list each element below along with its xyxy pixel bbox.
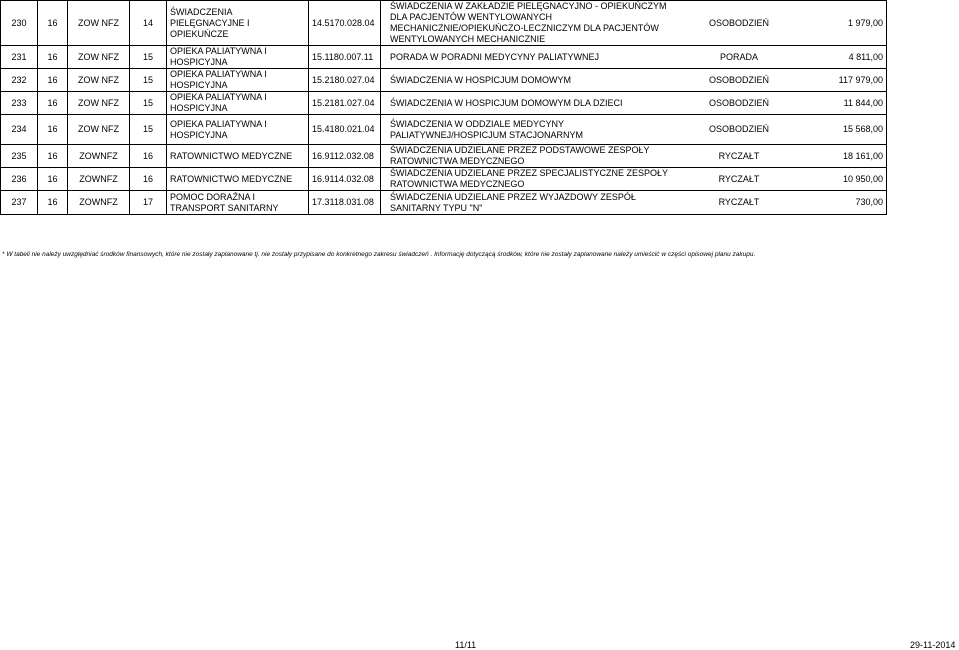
amount-value: 730,00 [855, 197, 883, 207]
branch-name-cell: ZOWNFZ [68, 145, 130, 168]
branch-code-cell: 16 [38, 46, 68, 69]
service-scope-cell: OPIEKA PALIATYWNA I HOSPICYJNA [167, 92, 309, 115]
amount-value: 117 979,00 [838, 74, 883, 85]
branch-code-cell: 16 [38, 145, 68, 168]
table-row [1, 46, 887, 69]
amount-value: 4 811,00 [848, 51, 883, 62]
branch-name-cell: ZOWNFZ [68, 168, 130, 191]
table-row [1, 1, 887, 46]
branch-code-cell: 16 [38, 168, 68, 191]
table-row [1, 92, 887, 115]
row-number-cell: 234 [1, 115, 38, 145]
product-name: ŚWIADCZENIA W HOSPICJUM DOMOWYM DLA DZIECI [390, 97, 623, 108]
branch-code-cell: 16 [38, 115, 68, 145]
product-name: ŚWIADCZENIA UDZIELANE PRZEZ SPECJALISTYCZNE ZESPOŁY RATOWNICTWA MEDYCZNEGO [390, 168, 668, 189]
service-scope-cell: POMOC DORAŹNA I TRANSPORT SANITARNY [167, 191, 309, 215]
product-details-cell [381, 1, 887, 46]
row-number-cell: 236 [1, 168, 38, 191]
row-number-cell: 231 [1, 46, 38, 69]
amount-value: 15 568,00 [842, 124, 883, 134]
footnote: * W tabeli nie należy uwzględniać środków finansowych, które nie zostały zaplanowane tj. nie zostały przypisane do konkretnego zakresu świadczeń . Informację dotyczącą środków, które nie zostały zaplanowane należy umieścić w części opisowej planu zakupu. [2, 251, 756, 258]
amount-value: 11 844,00 [843, 97, 883, 108]
row-number-cell: 235 [1, 145, 38, 168]
table-row [1, 191, 887, 215]
unit-label: OSOBODZIEŃ [708, 17, 769, 28]
product-code-cell: 16.9114.032.08 [309, 168, 381, 191]
service-type-code-cell: 17 [130, 191, 167, 215]
branch-name-cell: ZOW NFZ [68, 46, 130, 69]
amount-value: 1 979,00 [847, 17, 883, 28]
row-number-cell: 237 [1, 191, 38, 215]
product-code-cell: 15.2180.027.04 [309, 69, 381, 92]
branch-name-cell: ZOW NFZ [68, 1, 130, 46]
unit-label: PORADA [719, 51, 758, 62]
product-name: ŚWIADCZENIA W ZAKŁADZIE PIELĘGNACYJNO - OPIEKUŃCZYM DLA PACJENTÓW WENTYLOWANYCH MECHANICZNIE/OPIEKUŃCZO-LECZNICZYM DLA PACJENTÓW WENTYLOWANYCH MECHANICZNIE [390, 1, 667, 44]
product-details-cell [381, 69, 887, 92]
amount-value: 10 950,00 [842, 173, 883, 184]
product-details-cell [381, 46, 887, 69]
service-scope-cell: RATOWNICTWO MEDYCZNE [167, 168, 309, 191]
product-details-cell [381, 115, 887, 145]
product-name: PORADA W PORADNI MEDYCYNY PALIATYWNEJ [390, 51, 600, 62]
print-date: 29-11-2014 [910, 640, 956, 650]
table-row [1, 115, 887, 145]
row-number-cell: 233 [1, 92, 38, 115]
unit-label: OSOBODZIEŃ [708, 74, 769, 85]
product-name: ŚWIADCZENIA UDZIELANE PRZEZ WYJAZDOWY ZESPÓŁ SANITARNY TYPU "N" [390, 191, 636, 213]
table-row [1, 145, 887, 168]
service-scope-cell: OPIEKA PALIATYWNA I HOSPICYJNA [167, 46, 309, 69]
service-type-code-cell: 14 [130, 1, 167, 46]
service-scope-cell: OPIEKA PALIATYWNA I HOSPICYJNA [167, 115, 309, 145]
page-number: 11/11 [455, 640, 477, 650]
product-details-cell [381, 168, 887, 191]
product-name: ŚWIADCZENIA UDZIELANE PRZEZ PODSTAWOWE ZESPOŁY RATOWNICTWA MEDYCZNEGO [390, 145, 650, 166]
product-details-cell [381, 145, 887, 168]
service-type-code-cell: 15 [130, 115, 167, 145]
service-scope-cell: ŚWIADCZENIA PIELĘGNACYJNE I OPIEKUŃCZE [167, 1, 309, 46]
service-scope-cell: OPIEKA PALIATYWNA I HOSPICYJNA [167, 69, 309, 92]
product-details-cell [381, 191, 887, 215]
branch-name-cell: ZOWNFZ [68, 191, 130, 215]
branch-code-cell: 16 [38, 69, 68, 92]
service-scope-cell: RATOWNICTWO MEDYCZNE [167, 145, 309, 168]
row-number-cell: 230 [1, 1, 38, 46]
product-code-cell: 15.1180.007.11 [309, 46, 381, 69]
service-type-code-cell: 16 [130, 168, 167, 191]
product-code-cell: 17.3118.031.08 [309, 191, 381, 215]
unit-label: RYCZAŁT [718, 197, 760, 207]
service-type-code-cell: 15 [130, 92, 167, 115]
product-code-cell: 14.5170.028.04 [309, 1, 381, 46]
product-code-cell: 15.4180.021.04 [309, 115, 381, 145]
services-table [0, 0, 887, 215]
branch-name-cell: ZOW NFZ [68, 69, 130, 92]
service-type-code-cell: 15 [130, 69, 167, 92]
table-row [1, 69, 887, 92]
unit-label: OSOBODZIEŃ [708, 97, 769, 108]
unit-label: RYCZAŁT [718, 150, 760, 161]
row-number-cell: 232 [1, 69, 38, 92]
product-code-cell: 15.2181.027.04 [309, 92, 381, 115]
table-row [1, 168, 887, 191]
branch-name-cell: ZOW NFZ [68, 92, 130, 115]
branch-code-cell: 16 [38, 191, 68, 215]
product-name: ŚWIADCZENIA W HOSPICJUM DOMOWYM [390, 74, 571, 85]
unit-label: RYCZAŁT [718, 173, 760, 184]
product-name: ŚWIADCZENIA W ODDZIALE MEDYCYNY PALIATYWNEJ/HOSPICJUM STACJONARNYM [390, 118, 584, 140]
branch-name-cell: ZOW NFZ [68, 115, 130, 145]
service-type-code-cell: 15 [130, 46, 167, 69]
amount-value: 18 161,00 [842, 150, 883, 161]
service-type-code-cell: 16 [130, 145, 167, 168]
branch-code-cell: 16 [38, 92, 68, 115]
branch-code-cell: 16 [38, 1, 68, 46]
product-code-cell: 16.9112.032.08 [309, 145, 381, 168]
product-details-cell [381, 92, 887, 115]
unit-label: OSOBODZIEŃ [708, 124, 769, 134]
